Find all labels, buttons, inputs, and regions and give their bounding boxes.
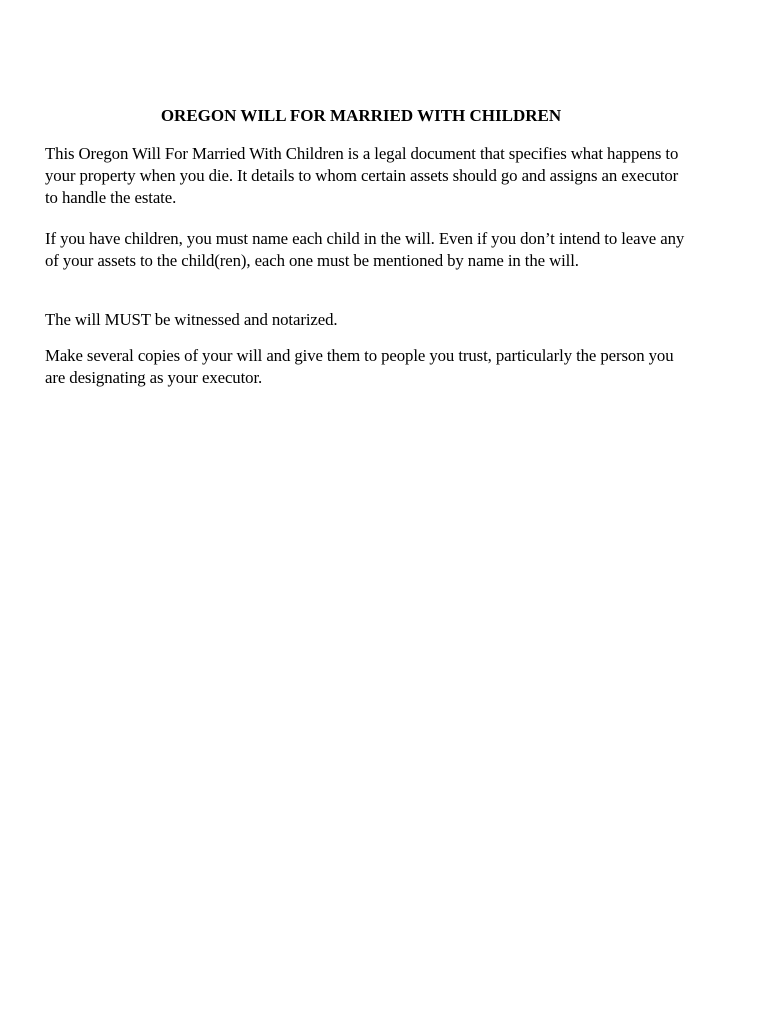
document-title: OREGON WILL FOR MARRIED WITH CHILDREN [160,106,562,125]
paragraph-copies: Make several copies of your will and give them to people you trust, particularly the person you are designating as your executor. [45,346,674,387]
paragraph-children: If you have children, you must name each child in the will. Even if you don’t intend to leave any of your assets to the child(ren), each one must be mentioned by name in the will. [45,229,685,270]
paragraph-intro: This Oregon Will For Married With Children is a legal document that specifies what happens to your property when you die. It details to whom certain assets should go and assigns an executor to handle the estate. [45,144,679,207]
paragraph-witness: The will MUST be witnessed and notarized. [45,310,338,329]
